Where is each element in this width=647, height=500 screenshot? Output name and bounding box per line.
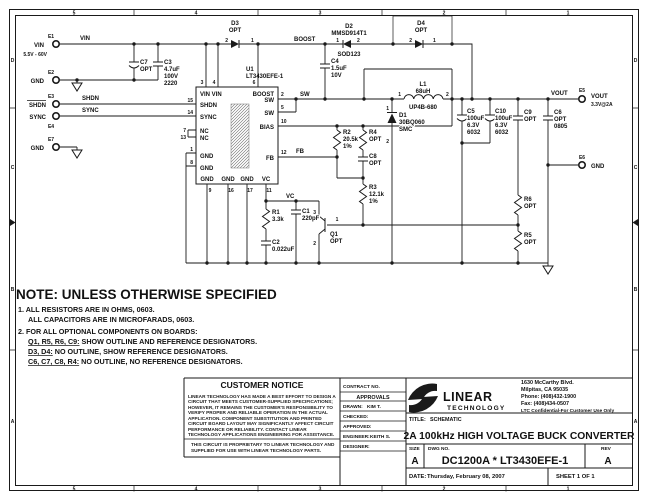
value: OPT [414, 28, 428, 34]
ref-des: C8 [369, 154, 377, 160]
value: 2220 [164, 81, 178, 87]
company-name: LINEAR [443, 390, 493, 404]
rev-label: REV [601, 447, 611, 452]
approvals-column [343, 384, 390, 450]
value: 6.3V [495, 123, 508, 129]
drawn-value: KIM T. [367, 405, 381, 410]
terminal-e3 [53, 101, 59, 107]
designer-label: DESIGNER: [343, 445, 370, 450]
terminal-id: E6 [578, 155, 586, 161]
terminal-e6 [579, 162, 585, 168]
value: 4.7uF [164, 67, 180, 73]
ref-des: R2 [343, 130, 351, 136]
pin-number: 2 [409, 38, 412, 44]
terminal-label: GND [591, 164, 605, 170]
ref-des: Q1 [330, 232, 339, 238]
ic-pin-label: GND [200, 166, 214, 172]
ic-pin-label: GND [240, 177, 254, 183]
ref-des: C7 [140, 60, 148, 66]
res-r5 [515, 231, 537, 251]
ic-u1 [180, 67, 286, 194]
value: OPT [330, 239, 343, 245]
ic-pin-number: 17 [247, 188, 253, 194]
company-cell [408, 380, 615, 414]
ref-des: C5 [467, 109, 475, 115]
terminal-e5 [579, 96, 585, 102]
ic-ref: U1 [246, 67, 254, 73]
value: 3.3k [272, 217, 284, 223]
zone-row: B [633, 287, 638, 293]
ref-des: C2 [272, 240, 280, 246]
ic-pin-number: 13 [180, 135, 186, 141]
value: OPT [524, 204, 537, 210]
terminal-label: VOUT [591, 94, 608, 100]
ic-pin-number: 3 [200, 80, 204, 86]
date-label: DATE: [409, 474, 427, 480]
ref-des: D1 [399, 113, 407, 119]
terminal-id: E2 [47, 70, 55, 76]
dwg-number: DC1200A * LT3430EFE-1 [441, 455, 569, 467]
res-r6 [515, 195, 537, 215]
ic-pin-label: NC [200, 136, 209, 142]
ic-pin-label: BIAS [259, 125, 274, 131]
value: 1% [369, 199, 378, 205]
note-line [28, 347, 228, 356]
inductor-l1 [398, 82, 449, 111]
value: OPT [228, 28, 242, 34]
zone-col: 2 [442, 486, 446, 493]
company-address: Milpitas, CA 95035 [521, 387, 569, 393]
net-label-boost: BOOST [294, 37, 316, 43]
zone-row: B [10, 287, 15, 293]
ic-pin-label: BOOST [252, 92, 274, 98]
ic-pin-label: FB [266, 156, 274, 162]
gnd-symbol [72, 150, 82, 158]
notice-line: CIRCUIT BOARD LAYOUT MAY SIGNIFICANTLY AFFECT CIRCUIT [188, 421, 334, 426]
cap-c7 [129, 60, 153, 73]
ref-des: D3 [231, 21, 239, 27]
confidential-note: LTC Confidential-For Customer Use Only [521, 409, 615, 414]
ic-pin-number: 15 [187, 98, 193, 104]
company-address: Phone: (408)432-1900 [521, 394, 577, 400]
ref-des: D4 [417, 21, 425, 27]
ic-pin-number: 12 [281, 150, 287, 156]
ic-pin-label: SYNC [200, 115, 217, 121]
ic-pin-number: 11 [266, 188, 272, 194]
notice-line: LINEAR TECHNOLOGY HAS MADE A BEST EFFORT TO DESIGN A [188, 394, 336, 399]
zone-col: 4 [194, 10, 198, 17]
value: 220pF [302, 216, 320, 222]
note-refs: Q1, R5, R6, C9: [28, 337, 80, 346]
value: 30BQ060 [399, 120, 425, 126]
cap-c10 [485, 109, 513, 136]
value: 100uF [495, 116, 513, 122]
zone-col: 3 [318, 486, 322, 493]
pin-number: 2 [386, 139, 389, 145]
value: MMSD914T1 [331, 31, 367, 37]
notice-footer-line: SUPPLIED FOR USE WITH LINEAR TECHNOLOGY PARTS. [191, 448, 322, 453]
note-line: ALL CAPACITORS ARE IN MICROFARADS, 0603. [28, 315, 195, 324]
diode-d4 [393, 16, 452, 48]
notice-line: TECHNOLOGY APPLICATIONS ENGINEERING FOR ASSISTANCE. [188, 432, 335, 437]
terminal-e2 [53, 77, 59, 83]
net-label-vc: VC [286, 194, 295, 200]
net-label-vin: VIN [80, 36, 91, 42]
ref-des: C6 [554, 110, 562, 116]
ic-pin-label: GND [200, 154, 214, 160]
value: 68uH [415, 89, 431, 95]
diode-d2 [331, 24, 367, 58]
cap-c8 [358, 154, 382, 167]
pin-number: 1 [336, 38, 339, 44]
dwg-label: DWG NO. [428, 447, 450, 452]
junction-dots [75, 42, 549, 264]
notice-footer-line: THIS CIRCUIT IS PROPRIETARY TO LINEAR TECHNOLOGY AND [191, 442, 335, 447]
value: 20.5k [343, 137, 359, 143]
note-rest: NO OUTLINE, NO REFERENCE DESIGNATORS. [79, 357, 243, 366]
ref-des: C3 [164, 60, 172, 66]
drawing-title: 2A 100kHz HIGH VOLTAGE BUCK CONVERTER [403, 431, 635, 442]
cap-c5 [457, 109, 485, 136]
pin-number: 2 [225, 38, 228, 44]
terminal-label: GND [30, 146, 44, 152]
border-center-arrow-left [10, 219, 16, 226]
cap-c4 [320, 59, 347, 79]
wire-layer [56, 44, 578, 266]
customer-notice-title: CUSTOMER NOTICE [220, 380, 304, 390]
terminal-label: SHDN [28, 103, 46, 109]
net-label-sync: SYNC [82, 108, 99, 114]
notice-line: PERFORMANCE OR RELIABILITY. CONTACT LINEAR [188, 427, 307, 432]
zone-col: 5 [72, 486, 76, 493]
value: 1% [343, 144, 352, 150]
ic-pin-number: 1 [190, 147, 193, 153]
ic-part-number: LT3430EFE-1 [246, 74, 284, 80]
terminal-spec: 3.3V@2A [591, 102, 613, 108]
terminal-id: E4 [47, 124, 55, 130]
note-rest: NO OUTLINE, SHOW REFERENCE DESIGNATORS. [52, 347, 228, 356]
ic-pin-label: VIN VIN [200, 92, 222, 98]
company-address: Fax: (408)434-0507 [521, 401, 569, 407]
rev-value: A [604, 456, 612, 467]
pin-number: 1 [386, 106, 389, 112]
drawn-label: DRAWN: [343, 405, 363, 410]
ic-pin-number: 5 [281, 105, 284, 111]
title-label: TITLE: [409, 417, 426, 423]
terminal-label: VIN [33, 43, 44, 49]
pin-number: 1 [251, 38, 254, 44]
terminals [23, 34, 613, 170]
ic-pin-label: SW [264, 111, 274, 117]
ic-pin-number: 6 [252, 80, 256, 86]
note-title: NOTE: UNLESS OTHERWISE SPECIFIED [16, 287, 277, 302]
value: 10V [331, 73, 342, 79]
contract-label: CONTRACT NO. [343, 385, 380, 390]
zone-row: C [10, 165, 15, 171]
ref-des: R4 [369, 130, 377, 136]
value: UP4B-680 [408, 105, 438, 111]
value: OPT [369, 137, 382, 143]
company-address: 1630 McCarthy Blvd. [521, 380, 574, 386]
title-type: SCHEMATIC [430, 417, 462, 423]
ref-des: C1 [302, 209, 310, 215]
value: OPT [140, 67, 153, 73]
terminal-e4 [53, 113, 59, 119]
ic-pin-number: 10 [281, 119, 287, 125]
res-r2 [334, 130, 359, 150]
zone-row: C [633, 165, 638, 171]
net-label-vout: VOUT [551, 91, 568, 97]
pin-number: 2 [313, 241, 316, 247]
terminal-id: E1 [47, 34, 55, 40]
value: SMC [399, 127, 413, 133]
ref-des: R3 [369, 185, 377, 191]
value: 6032 [495, 130, 509, 136]
approved-label: APPROVED: [343, 425, 372, 430]
ref-des: R6 [524, 197, 532, 203]
value: 100uF [467, 116, 485, 122]
net-label-shdn: SHDN [82, 96, 100, 102]
note-line: 1. ALL RESISTORS ARE IN OHMS, 0603. [18, 305, 155, 314]
terminal-label: SYNC [29, 115, 46, 121]
notes-block [16, 287, 277, 366]
terminal-spec: 5.5V - 60V [23, 52, 47, 58]
note-refs: C6, C7, C8, R4: [28, 357, 80, 366]
notice-line: HOWEVER, IT REMAINS THE CUSTOMER'S RESPONSIBILITY TO [188, 405, 333, 410]
title-cell [404, 417, 636, 442]
ref-des: C9 [524, 110, 532, 116]
cap-c9 [513, 110, 537, 123]
ic-pin-number: 7 [183, 128, 186, 134]
zone-row: D [633, 58, 638, 64]
zone-col: 4 [194, 486, 198, 493]
value: 0805 [554, 124, 568, 130]
notice-line: VERIFY PROPER AND RELIABLE OPERATION IN THE ACTUAL [188, 410, 328, 415]
value: 12.1k [369, 192, 385, 198]
ref-des: C4 [331, 59, 339, 65]
engineer-label: ENGINEER: [343, 435, 370, 440]
ic-pin-label: SW [264, 98, 274, 104]
note-refs: D3, D4: [28, 347, 53, 356]
value: OPT [369, 161, 382, 167]
cap-c6 [543, 110, 568, 130]
cap-c3 [153, 60, 180, 87]
customer-notice [188, 380, 336, 453]
size-value: A [411, 456, 419, 467]
value: OPT [554, 117, 567, 123]
approvals-label: APPROVALS [356, 395, 390, 401]
terminal-id: E5 [578, 88, 586, 94]
gnd-symbol [543, 266, 553, 274]
ref-des: D2 [345, 24, 353, 30]
notice-line: CIRCUIT THAT MEETS CUSTOMER-SUPPLIED SPECIFICATIONS; [188, 399, 333, 404]
terminal-id: E3 [47, 94, 55, 100]
title-block [184, 378, 635, 485]
note-line: 2. FOR ALL OPTIONAL COMPONENTS ON BOARDS: [18, 327, 198, 336]
value: SOD123 [337, 52, 361, 58]
zone-col: 5 [72, 10, 76, 17]
ic-pin-label: VC [261, 177, 271, 183]
ref-des: R1 [272, 210, 280, 216]
zone-row: A [10, 419, 15, 425]
res-r1 [263, 209, 285, 229]
terminal-e7 [53, 144, 59, 150]
date-value: Thursday, February 08, 2007 [427, 474, 505, 480]
terminal-label: GND [30, 79, 44, 85]
value: 1.5uF [331, 66, 347, 72]
value: 100V [164, 74, 179, 80]
pin-number: 2 [357, 38, 360, 44]
net-label-fb: FB [296, 149, 304, 155]
ic-pin-label: GND [221, 177, 235, 183]
ic-pin-number: 16 [228, 188, 234, 194]
pin-number: 1 [433, 38, 436, 44]
ic-pin-number: 8 [190, 160, 193, 166]
terminal-id: E7 [47, 137, 55, 143]
zone-col: 2 [442, 10, 446, 17]
ref-des: L1 [419, 82, 427, 88]
zone-row: A [633, 419, 638, 425]
pin-number: 1 [398, 92, 401, 98]
zone-row: D [10, 58, 15, 64]
ic-pin-number: 2 [281, 92, 284, 98]
ic-pin-number: 14 [187, 110, 193, 116]
sheet-value: SHEET 1 OF 1 [556, 474, 595, 480]
gnd-symbol [72, 83, 82, 91]
size-label: SIZE [409, 447, 420, 452]
res-r4 [360, 130, 382, 150]
notice-line: APPLICATION. COMPONENT SUBSTITUTION AND PRINTED [188, 416, 322, 421]
engineer-value: KEITH S. [370, 435, 391, 440]
value: OPT [524, 240, 537, 246]
zone-col: 1 [566, 486, 570, 493]
net-label-sw: SW [300, 92, 310, 98]
ic-pin-label: NC [200, 129, 209, 135]
ic-pin-number: 9 [208, 188, 212, 194]
zone-col: 3 [318, 10, 322, 17]
checked-label: CHECKED: [343, 415, 369, 420]
note-line [28, 357, 243, 366]
pin-number: 1 [335, 217, 339, 223]
ic-pin-label: SHDN [200, 103, 218, 109]
terminal-e1 [53, 41, 59, 47]
ic-pin-label: GND [200, 177, 214, 183]
company-name2: TECHNOLOGY [447, 405, 506, 412]
note-rest: SHOW OUTLINE AND REFERENCE DESIGNATORS. [79, 337, 258, 346]
ic-pin-number: 4 [212, 80, 216, 86]
ref-des: R5 [524, 233, 532, 239]
pin-number: 2 [446, 92, 449, 98]
date-row [409, 474, 595, 480]
ic-thermal-pad [231, 104, 249, 168]
dwg-row [409, 446, 612, 467]
pin-number: 3 [313, 210, 316, 216]
ref-des: C10 [495, 109, 507, 115]
note-line [28, 337, 257, 346]
border-center-arrow-right [633, 219, 639, 226]
zone-col: 1 [566, 10, 570, 17]
value: 6032 [467, 130, 481, 136]
value: OPT [524, 117, 537, 123]
res-r3 [360, 184, 385, 205]
value: 6.3V [467, 123, 480, 129]
sheet-border [10, 10, 639, 493]
value: 0.022uF [272, 247, 295, 253]
